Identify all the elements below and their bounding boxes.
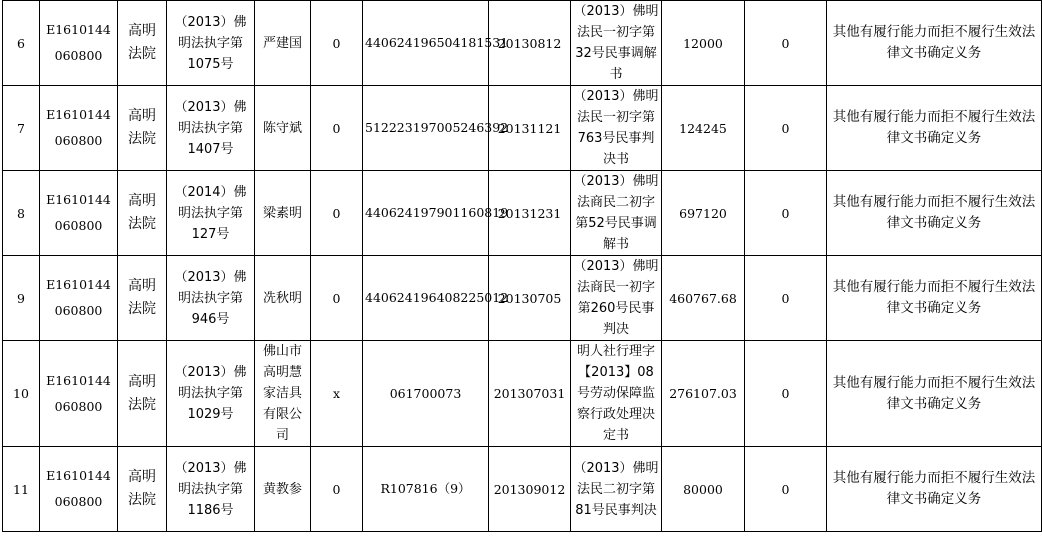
- court-code: E1610144 060800: [40, 1, 118, 86]
- debtor-type: 0: [311, 171, 363, 256]
- amount-owed: 124245: [662, 86, 745, 171]
- court-code: E1610144 060800: [40, 341, 118, 447]
- court-name: 高明 法院: [118, 447, 167, 532]
- court-code: E1610144 060800: [40, 86, 118, 171]
- court-name: 高明 法院: [118, 1, 167, 86]
- case-number: （2013）佛明法执字第1407号: [167, 86, 255, 171]
- case-number: （2013）佛明法执字第1075号: [167, 1, 255, 86]
- basis-document: （2013）佛明法民一初字第32号民事调解书: [571, 1, 662, 86]
- debtor-name: 佛山市高明慧家洁具有限公司: [255, 341, 311, 447]
- id-number: 512223197005246392: [363, 86, 489, 171]
- row-index: 8: [3, 171, 40, 256]
- enforcement-record-table: [2, 0, 1042, 532]
- amount-owed: 697120: [662, 171, 745, 256]
- id-number: R107816（9）: [363, 447, 489, 532]
- amount-owed: 80000: [662, 447, 745, 532]
- court-code: E1610144 060800: [40, 447, 118, 532]
- amount-performed: 0: [745, 256, 827, 341]
- table-body: [3, 1, 1042, 532]
- filing-date: 201307031: [489, 341, 571, 447]
- table-row: [3, 86, 1042, 171]
- filing-date: 20131121: [489, 86, 571, 171]
- court-name: 高明 法院: [118, 86, 167, 171]
- amount-performed: 0: [745, 171, 827, 256]
- id-number: 440624197901160819: [363, 171, 489, 256]
- debtor-name: 严建国: [255, 1, 311, 86]
- basis-document: （2013）佛明法商民一初字第260号民事判决: [571, 256, 662, 341]
- court-name: 高明 法院: [118, 341, 167, 447]
- court-name: 高明 法院: [118, 256, 167, 341]
- amount-owed: 276107.03: [662, 341, 745, 447]
- row-index: 6: [3, 1, 40, 86]
- amount-performed: 0: [745, 1, 827, 86]
- debtor-type: 0: [311, 1, 363, 86]
- filing-date: 20130705: [489, 256, 571, 341]
- amount-owed: 12000: [662, 1, 745, 86]
- default-reason: 其他有履行能力而拒不履行生效法律文书确定义务: [827, 1, 1042, 86]
- basis-document: 明人社行理字【2013】08号劳动保障监察行政处理决定书: [571, 341, 662, 447]
- filing-date: 20131231: [489, 171, 571, 256]
- debtor-type: x: [311, 341, 363, 447]
- id-number: 061700073: [363, 341, 489, 447]
- id-number: 440624196504181531: [363, 1, 489, 86]
- id-number: 440624196408225012: [363, 256, 489, 341]
- court-code: E1610144 060800: [40, 256, 118, 341]
- case-number: （2013）佛明法执字第946号: [167, 256, 255, 341]
- default-reason: 其他有履行能力而拒不履行生效法律文书确定义务: [827, 171, 1042, 256]
- row-index: 11: [3, 447, 40, 532]
- default-reason: 其他有履行能力而拒不履行生效法律文书确定义务: [827, 447, 1042, 532]
- case-number: （2014）佛明法执字第127号: [167, 171, 255, 256]
- table-row: [3, 447, 1042, 532]
- default-reason: 其他有履行能力而拒不履行生效法律文书确定义务: [827, 86, 1042, 171]
- debtor-type: 0: [311, 256, 363, 341]
- court-code: E1610144 060800: [40, 171, 118, 256]
- table-row: [3, 1, 1042, 86]
- amount-performed: 0: [745, 447, 827, 532]
- debtor-name: 陈守斌: [255, 86, 311, 171]
- amount-performed: 0: [745, 341, 827, 447]
- row-index: 9: [3, 256, 40, 341]
- court-name: 高明 法院: [118, 171, 167, 256]
- amount-performed: 0: [745, 86, 827, 171]
- table-row: [3, 256, 1042, 341]
- amount-owed: 460767.68: [662, 256, 745, 341]
- filing-date: 20130812: [489, 1, 571, 86]
- case-number: （2013）佛明法执字第1186号: [167, 447, 255, 532]
- basis-document: （2013）佛明法商民二初字第52号民事调解书: [571, 171, 662, 256]
- table-row: [3, 341, 1042, 447]
- basis-document: （2013）佛明法民二初字第81号民事判决: [571, 447, 662, 532]
- debtor-name: 黄教参: [255, 447, 311, 532]
- filing-date: 201309012: [489, 447, 571, 532]
- default-reason: 其他有履行能力而拒不履行生效法律文书确定义务: [827, 256, 1042, 341]
- debtor-type: 0: [311, 447, 363, 532]
- debtor-type: 0: [311, 86, 363, 171]
- default-reason: 其他有履行能力而拒不履行生效法律文书确定义务: [827, 341, 1042, 447]
- case-number: （2013）佛明法执字第1029号: [167, 341, 255, 447]
- table-row: [3, 171, 1042, 256]
- basis-document: （2013）佛明法民一初字第763号民事判决书: [571, 86, 662, 171]
- debtor-name: 冼秋明: [255, 256, 311, 341]
- debtor-name: 梁素明: [255, 171, 311, 256]
- row-index: 7: [3, 86, 40, 171]
- row-index: 10: [3, 341, 40, 447]
